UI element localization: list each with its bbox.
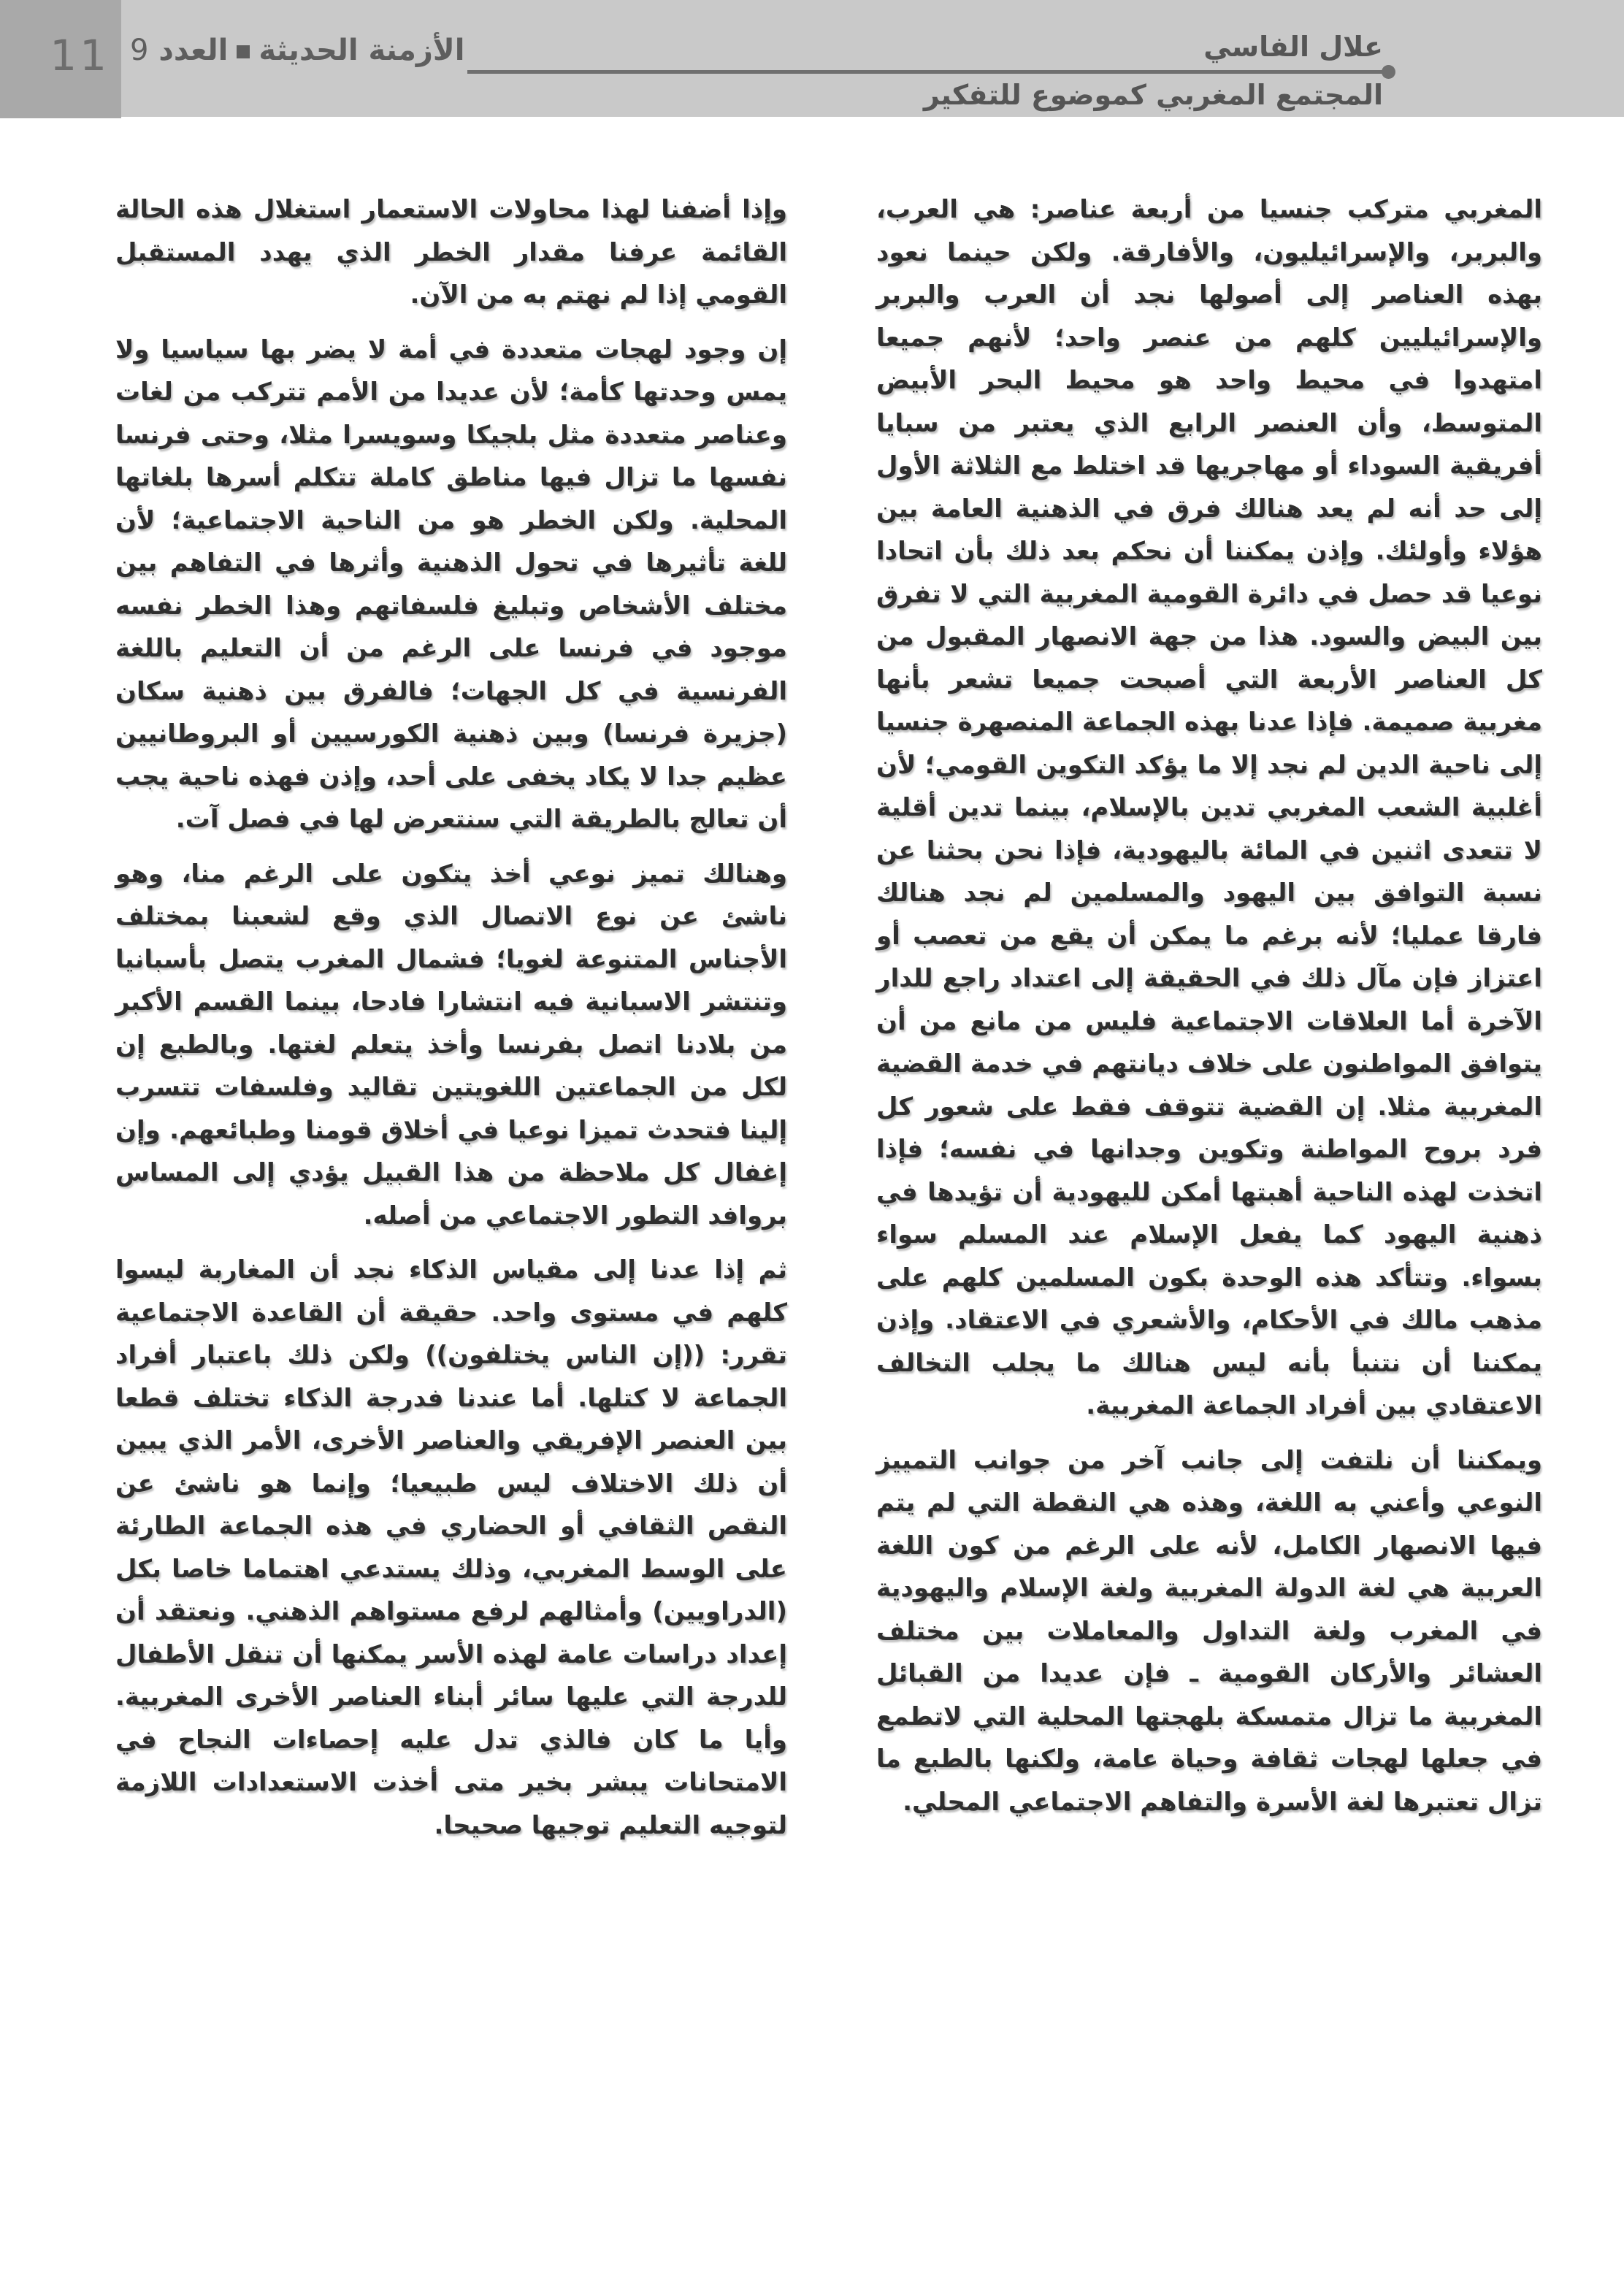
journal-name: الأزمنة الحديثة bbox=[258, 34, 465, 67]
issue-label: العدد bbox=[158, 34, 229, 67]
issue-number: 9 bbox=[130, 34, 149, 67]
author-name: علال الفاسي bbox=[1203, 31, 1383, 63]
running-header bbox=[0, 0, 1624, 117]
paragraph: إن وجود لهجات متعددة في أمة لا يضر بها سياسيا ولا يمس وحدتها كأمة؛ لأن عديدا من الأمم تتركب من لغات وعناصر متعددة مثل بلجيكا وسويسرا مثلا، وحتى فرنسا نفسها ما تزال فيها مناطق كاملة تتكلم أسرها بلغاتها المحلية. ولكن الخطر هو من الناحية الاجتماعية؛ لأن للغة تأثيرها في تحول الذهنية وأثرها في التفاهم بين مختلف الأشخاص وتبليغ فلسفاتهم وهذا الخطر نفسه موجود في فرنسا على الرغم من أن التعليم باللغة الفرنسية في كل الجهات؛ فالفرق بين ذهنية سكان (جزيرة فرنسا) وبين ذهنية الكورسيين أو البروطانيين عظيم جدا لا يكاد يخفى على أحد، وإذن فهذه ناحية يجب أن تعالج بالطريقة التي سنتعرض لها في فصل آت. bbox=[115, 334, 787, 834]
paragraph: ويمكننا أن نلتفت إلى جانب آخر من جوانب التمييز النوعي وأعني به اللغة، وهذه هي النقطة التي لم يتم فيها الانصهار الكامل، لأنه على الرغم من كون اللغة العربية هي لغة الدولة المغربية ولغة الإسلام واليهودية في المغرب ولغة التداول والمعاملات بين مختلف العشائر والأركان القومية ـ فإن عديدا من القبائل المغربية ما تزال متمسكة بلهجتها المحلية التي لاتطمع في جعلها لهجات ثقافة وحياة عامة، ولكنها بالطبع ما تزال تعتبرها لغة الأسرة والتفاهم الاجتماعي المحلي. bbox=[876, 1445, 1542, 1817]
paragraph: وهنالك تميز نوعي أخذ يتكون على الرغم منا، وهو ناشئ عن نوع الاتصال الذي وقع لشعبنا بمختلف الأجناس المتنوعة لغويا؛ فشمال المغرب يتصل بأسبانيا وتنتشر الاسبانية فيه انتشارا فادحا، بينما القسم الأكبر من بلادنا اتصل بفرنسا وأخذ يتعلم لغتها. وبالطبع إن لكل من الجماعتين اللغويتين تقاليد وفلسفات تتسرب إلينا فتحدث تميزا نوعيا في أخلاق قومنا وطبائعهم. وإن إغفال كل ملاحظة من هذا القبيل يؤدي إلى المساس بروافد التطور الاجتماعي من أصله. bbox=[115, 859, 787, 1230]
header-rule bbox=[467, 70, 1387, 74]
square-bullet-icon bbox=[237, 45, 250, 58]
journal-issue-label bbox=[130, 34, 464, 67]
column-right bbox=[876, 188, 1542, 1835]
page-number: 11 bbox=[50, 31, 110, 80]
paragraph: وإذا أضفنا لهذا محاولات الاستعمار استغلال هذه الحالة القائمة عرفنا مقدار الخطر الذي يهدد المستقبل القومي إذا لم نهتم به من الآن. bbox=[115, 195, 787, 310]
column-left bbox=[115, 188, 787, 1858]
rule-dot-icon bbox=[1382, 65, 1395, 79]
article-title: المجتمع المغربي كموضوع للتفكير bbox=[923, 79, 1383, 111]
paragraph: المغربي متركب جنسيا من أربعة عناصر: هي العرب، والبربر، والإسرائيليون، والأفارقة. ولكن حينما نعود بهذه العناصر إلى أصولها نجد أن العرب والبربر والإسرائيليين كلهم من عنصر واحد؛ لأنهم جميعا امتهدوا في محيط واحد هو محيط البحر الأبيض المتوسط، وأن العنصر الرابع الذي يعتبر من سبايا أفريقية السوداء أو مهاجريها قد اختلط مع الثلاثة الأول إلى حد أنه لم يعد هنالك فرق في الذهنية العامة بين هؤلاء وأولئك. وإذن يمكننا أن نحكم بعد ذلك بأن اتحادا نوعيا قد حصل في دائرة القومية المغربية التي لا تفرق بين البيض والسود. هذا من جهة الانصهار المقبول من كل العناصر الأربعة التي أصبحت جميعا تشعر بأنها مغربية صميمة. فإذا عدنا بهذه الجماعة المنصهرة جنسيا إلى ناحية الدين لم نجد إلا ما يؤكد التكوين القومي؛ لأن أغلبية الشعب المغربي تدين بالإسلام، بينما تدين أقلية لا تتعدى اثنين في المائة باليهودية، فإذا نحن بحثنا عن نسبة التوافق بين اليهود والمسلمين لم نجد هنالك فارقا عمليا؛ لأنه برغم ما يمكن أن يقع من تعصب أو اعتزاز فإن مآل ذلك في الحقيقة إلى اعتداد راجع للدار الآخرة أما العلاقات الاجتماعية فليس من مانع من أن يتوافق المواطنون على خلاف ديانتهم في خدمة القضية المغربية مثلا. إن القضية تتوقف فقط على شعور كل فرد بروح المواطنة وتكوين وجدانها في نفسه؛ فإذا اتخذت لهذه الناحية أهبتها أمكن لليهودية أن تؤيدها في ذهنية اليهود كما يفعل الإسلام عند المسلم سواء بسواء. وتتأكد هذه الوحدة بكون المسلمين كلهم على مذهب مالك في الأحكام، والأشعري في الاعتقاد. وإذن يمكننا أن نتنبأ بأنه ليس هنالك ما يجلب التخالف الاعتقادي بين أفراد الجماعة المغربية. bbox=[876, 195, 1542, 1420]
page-number-box bbox=[0, 0, 121, 118]
paragraph: ثم إذا عدنا إلى مقياس الذكاء نجد أن المغاربة ليسوا كلهم في مستوى واحد. حقيقة أن القاعدة الاجتماعية تقرر: ((إن الناس يختلفون)) ولكن ذلك باعتبار أفراد الجماعة لا كتلها. أما عندنا فدرجة الذكاء تختلف قطعا بين العنصر الإفريقي والعناصر الأخرى، الأمر الذي يبين أن ذلك الاختلاف ليس طبيعيا؛ وإنما هو ناشئ عن النقص الثقافي أو الحضاري في هذه الجماعة الطارئة على الوسط المغربي، وذلك يستدعي اهتماما خاصا بكل (الدراويين) وأمثالهم لرفع مستواهم الذهني. ونعتقد أن إعداد دراسات عامة لهذه الأسر يمكنها أن تنقل الأطفال للدرجة التي عليها سائر أبناء العناصر الأخرى المغربية. وأيا ما كان فالذي تدل عليه إحصاءات النجاح في الامتحانات يبشر بخير متى أخذت الاستعدادات اللازمة لتوجيه التعليم توجيها صحيحا. bbox=[115, 1255, 787, 1840]
